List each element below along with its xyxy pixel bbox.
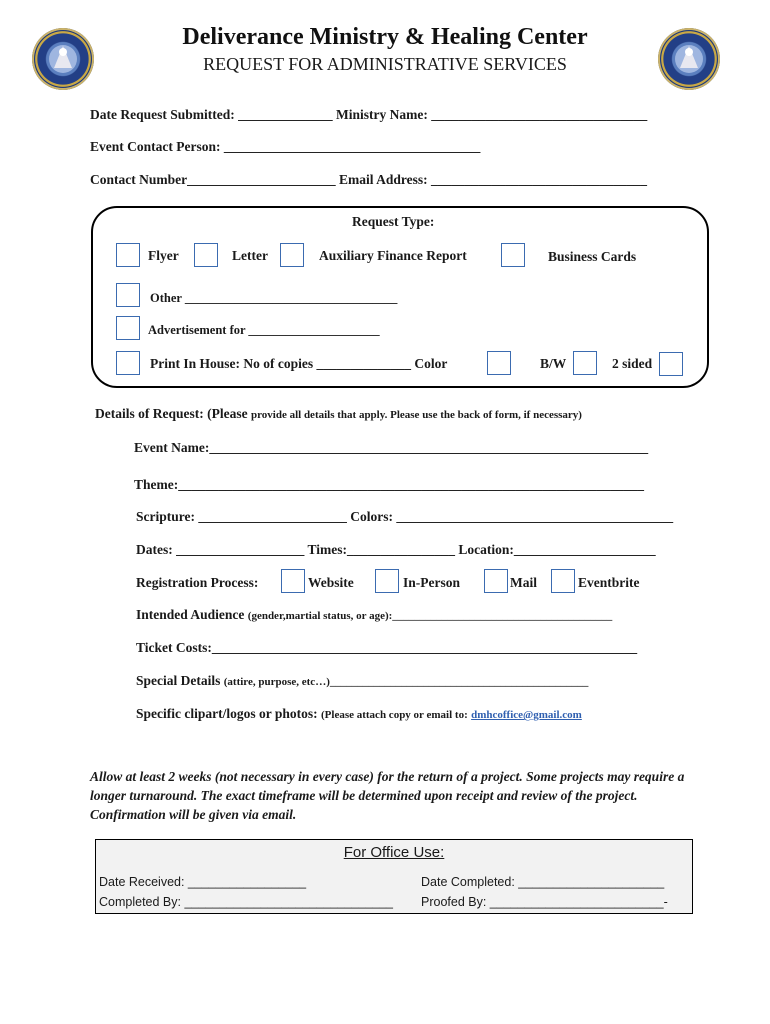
- date-ministry-field[interactable]: Date Request Submitted: ______________ Ministry Name: ________________________________: [90, 107, 648, 122]
- letter-checkbox[interactable]: [194, 243, 218, 267]
- website-checkbox[interactable]: [281, 569, 305, 593]
- website-label: Website: [308, 575, 354, 590]
- bw-checkbox[interactable]: [573, 351, 597, 375]
- request-type-heading: Request Type:: [352, 214, 435, 229]
- two-sided-label: 2 sided: [612, 356, 653, 371]
- document-title: Deliverance Ministry & Healing Center: [182, 24, 588, 50]
- print-in-house-checkbox[interactable]: [116, 351, 140, 375]
- clipart-field: [136, 706, 582, 722]
- completed-by-field[interactable]: Completed By: ______________________________: [99, 895, 394, 909]
- flyer-checkbox[interactable]: [116, 243, 140, 267]
- color-checkbox[interactable]: [487, 351, 511, 375]
- flyer-label: Flyer: [148, 248, 179, 263]
- in-person-checkbox[interactable]: [375, 569, 399, 593]
- audience-note: (gender,martial status, or age):________________________________________: [247, 610, 613, 622]
- letter-label: Letter: [232, 248, 268, 263]
- office-use-panel: [95, 839, 693, 914]
- details-heading-note: provide all details that apply. Please use the back of form, if necessary): [250, 409, 582, 421]
- other-field[interactable]: Other __________________________________: [150, 291, 398, 305]
- clipart-note: (Please attach copy or email to:: [321, 709, 468, 721]
- eventbrite-checkbox[interactable]: [551, 569, 575, 593]
- office-email-link[interactable]: dmhcoffice@gmail.com: [471, 709, 582, 721]
- advertisement-field[interactable]: Advertisement for _____________________: [148, 323, 380, 337]
- details-heading: [95, 406, 582, 422]
- theme-field[interactable]: Theme:_____________________________________________________________________: [134, 477, 644, 492]
- details-heading-main: Details of Request: (Please: [95, 406, 248, 421]
- print-in-house-field[interactable]: Print In House: No of copies ______________ Color: [150, 356, 448, 371]
- aux-report-label: Auxiliary Finance Report: [319, 248, 467, 263]
- business-cards-label: Business Cards: [548, 249, 637, 264]
- business-cards-checkbox[interactable]: [501, 243, 525, 267]
- two-sided-checkbox[interactable]: [659, 352, 683, 376]
- aux-report-checkbox[interactable]: [280, 243, 304, 267]
- contact-person-field[interactable]: Event Contact Person: ______________________________________: [90, 139, 481, 154]
- clipart-label: Specific clipart/logos or photos:: [136, 706, 318, 721]
- other-checkbox[interactable]: [116, 283, 140, 307]
- mail-label: Mail: [510, 575, 537, 590]
- dates-times-location-field[interactable]: Dates: ___________________ Times:________________ Location:_____________________: [136, 542, 656, 557]
- event-name-field[interactable]: Event Name:_________________________________________________________________: [134, 440, 649, 455]
- audience-label: Intended Audience: [136, 607, 245, 622]
- in-person-label: In-Person: [403, 575, 460, 590]
- date-completed-field[interactable]: Date Completed: _____________________: [421, 875, 665, 889]
- contact-number-email-field[interactable]: Contact Number______________________ Email Address: ________________________________: [90, 172, 648, 187]
- turnaround-note: Allow at least 2 weeks (not necessary in every case) for the return of a project. Some projects may require a longer turnaround. The exact timeframe will be determined upon receipt and review of the project. Confirmation will be given via email.: [90, 769, 685, 822]
- registration-label: Registration Process:: [136, 575, 259, 590]
- eventbrite-label: Eventbrite: [578, 575, 640, 590]
- proofed-by-field[interactable]: Proofed By: _________________________-: [421, 895, 668, 909]
- ticket-costs-field[interactable]: Ticket Costs:_______________________________________________________________: [136, 640, 638, 655]
- special-label: Special Details: [136, 673, 221, 688]
- special-details-field[interactable]: [136, 673, 588, 689]
- bw-label: B/W: [540, 356, 567, 371]
- special-note: (attire, purpose, etc…)_______________________________________________: [223, 676, 589, 688]
- document-subtitle: REQUEST FOR ADMINISTRATIVE SERVICES: [203, 54, 567, 74]
- date-received-field[interactable]: Date Received: _________________: [99, 875, 307, 889]
- mail-checkbox[interactable]: [484, 569, 508, 593]
- office-use-heading: For Office Use:: [343, 844, 445, 861]
- intended-audience-field[interactable]: [136, 607, 612, 623]
- scripture-colors-field[interactable]: Scripture: ______________________ Colors: _________________________________________: [136, 509, 674, 524]
- advertisement-checkbox[interactable]: [116, 316, 140, 340]
